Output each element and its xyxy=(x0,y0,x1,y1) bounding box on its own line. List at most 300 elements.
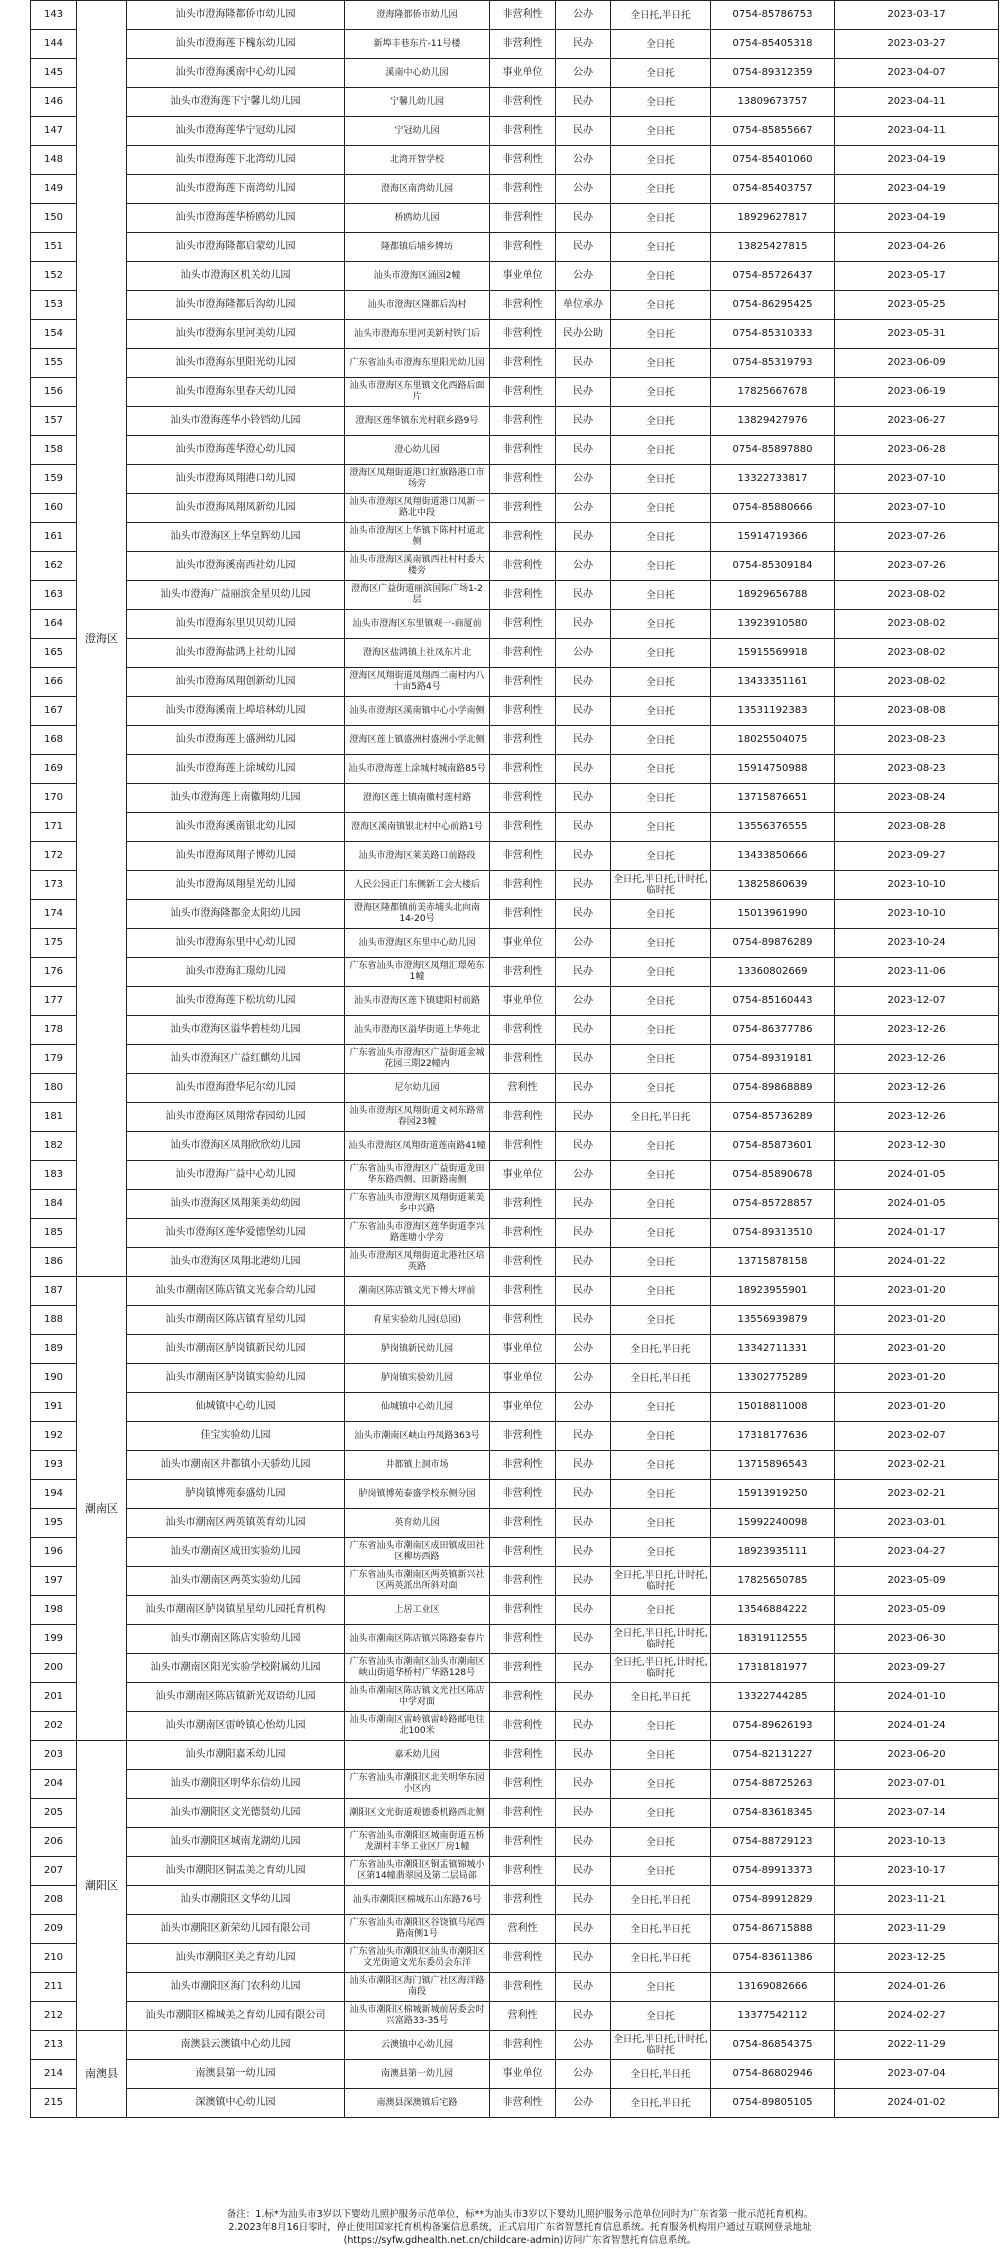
table-row xyxy=(31,900,999,929)
ownership-nature-cell: 公办 xyxy=(556,1161,611,1190)
row-number-cell: 172 xyxy=(31,842,77,871)
registration-date-cell: 2023-06-09 xyxy=(835,349,999,378)
address-cell: 澄心幼儿园 xyxy=(345,436,490,465)
registration-date-cell: 2023-10-17 xyxy=(835,1857,999,1886)
row-number-cell: 164 xyxy=(31,610,77,639)
phone-number-cell: 0754-85160443 xyxy=(711,987,835,1016)
service-type-cell: 全日托 xyxy=(611,1161,711,1190)
phone-number-cell: 15992240098 xyxy=(711,1509,835,1538)
address-cell: 尼尔幼儿园 xyxy=(345,1074,490,1103)
ownership-nature-cell: 民办 xyxy=(556,349,611,378)
ownership-nature-cell: 民办 xyxy=(556,1799,611,1828)
service-type-cell: 全日托 xyxy=(611,494,711,523)
district-cell: 澄海区 xyxy=(77,1,127,1277)
operation-type-cell: 非营利性 xyxy=(490,465,556,494)
kindergarten-name-cell: 汕头市澄海溪南上埠培林幼儿园 xyxy=(127,697,345,726)
service-type-cell: 全日托 xyxy=(611,1422,711,1451)
operation-type-cell: 非营利性 xyxy=(490,1509,556,1538)
kindergarten-name-cell: 汕头市潮南区两英实验幼儿园 xyxy=(127,1567,345,1596)
service-type-cell: 全日托 xyxy=(611,697,711,726)
row-number-cell: 167 xyxy=(31,697,77,726)
registration-date-cell: 2023-01-20 xyxy=(835,1306,999,1335)
service-type-cell: 全日托,半日托 xyxy=(611,1364,711,1393)
table-row xyxy=(31,929,999,958)
ownership-nature-cell: 公办 xyxy=(556,262,611,291)
operation-type-cell: 非营利性 xyxy=(490,1683,556,1712)
service-type-cell: 全日托 xyxy=(611,233,711,262)
row-number-cell: 163 xyxy=(31,581,77,610)
table-row xyxy=(31,1248,999,1277)
operation-type-cell: 非营利性 xyxy=(490,1770,556,1799)
row-number-cell: 195 xyxy=(31,1509,77,1538)
row-number-cell: 215 xyxy=(31,2089,77,2118)
operation-type-cell: 事业单位 xyxy=(490,59,556,88)
row-number-cell: 200 xyxy=(31,1654,77,1683)
kindergarten-name-cell: 汕头市澄海东里贝贝幼儿园 xyxy=(127,610,345,639)
registration-date-cell: 2023-07-14 xyxy=(835,1799,999,1828)
registration-date-cell: 2023-12-30 xyxy=(835,1132,999,1161)
phone-number-cell: 0754-85728857 xyxy=(711,1190,835,1219)
phone-number-cell: 15914719366 xyxy=(711,523,835,552)
operation-type-cell: 非营利性 xyxy=(490,291,556,320)
row-number-cell: 155 xyxy=(31,349,77,378)
kindergarten-name-cell: 汕头市澄海区凤翔常春园幼儿园 xyxy=(127,1103,345,1132)
footnote-line-3: (https://syfw.gdhealth.net.cn/childcare-admin)访问广东省智慧托育信息系统。 xyxy=(343,2235,697,2246)
ownership-nature-cell: 民办 xyxy=(556,1567,611,1596)
kindergarten-name-cell: 汕头市澄海区机关幼儿园 xyxy=(127,262,345,291)
ownership-nature-cell: 民办 xyxy=(556,1538,611,1567)
registration-date-cell: 2023-05-31 xyxy=(835,320,999,349)
service-type-cell: 全日托 xyxy=(611,117,711,146)
registration-date-cell: 2023-10-10 xyxy=(835,900,999,929)
address-cell: 胪岗镇实验幼儿园 xyxy=(345,1364,490,1393)
table-row xyxy=(31,59,999,88)
service-type-cell: 全日托,半日托,计时托,临时托 xyxy=(611,1567,711,1596)
registration-date-cell: 2023-02-21 xyxy=(835,1451,999,1480)
operation-type-cell: 非营利性 xyxy=(490,407,556,436)
ownership-nature-cell: 民办 xyxy=(556,1770,611,1799)
address-cell: 广东省汕头市澄海区广益街道金城花园三期22幢内 xyxy=(345,1045,490,1074)
table-row xyxy=(31,871,999,900)
address-cell: 仙城镇中心幼儿园 xyxy=(345,1393,490,1422)
phone-number-cell: 0754-85403757 xyxy=(711,175,835,204)
table-row xyxy=(31,1103,999,1132)
phone-number-cell: 13433850666 xyxy=(711,842,835,871)
phone-number-cell: 0754-89913373 xyxy=(711,1857,835,1886)
operation-type-cell: 非营利性 xyxy=(490,146,556,175)
ownership-nature-cell: 民办 xyxy=(556,1712,611,1741)
kindergarten-name-cell: 汕头市潮阳区铜盂美之育幼儿园 xyxy=(127,1857,345,1886)
ownership-nature-cell: 民办 xyxy=(556,581,611,610)
service-type-cell: 全日托 xyxy=(611,349,711,378)
kindergarten-name-cell: 仙城镇中心幼儿园 xyxy=(127,1393,345,1422)
table-row xyxy=(31,407,999,436)
registration-date-cell: 2024-02-27 xyxy=(835,2002,999,2031)
ownership-nature-cell: 民办 xyxy=(556,1480,611,1509)
phone-number-cell: 0754-89626193 xyxy=(711,1712,835,1741)
registration-date-cell: 2022-11-29 xyxy=(835,2031,999,2060)
ownership-nature-cell: 民办 xyxy=(556,1248,611,1277)
row-number-cell: 158 xyxy=(31,436,77,465)
phone-number-cell: 0754-89312359 xyxy=(711,59,835,88)
childcare-registry-table xyxy=(30,0,999,2118)
table-row xyxy=(31,1393,999,1422)
address-cell: 澄海区凤翔街道港口红旗路港口市场旁 xyxy=(345,465,490,494)
registration-date-cell: 2023-04-27 xyxy=(835,1538,999,1567)
phone-number-cell: 13556939879 xyxy=(711,1306,835,1335)
operation-type-cell: 非营利性 xyxy=(490,697,556,726)
table-row xyxy=(31,2002,999,2031)
table-row xyxy=(31,668,999,697)
address-cell: 汕头市澄海莲上涂城村城南路85号 xyxy=(345,755,490,784)
footnotes xyxy=(60,2208,980,2247)
phone-number-cell: 13531192383 xyxy=(711,697,835,726)
table-row xyxy=(31,1712,999,1741)
registration-date-cell: 2023-08-02 xyxy=(835,639,999,668)
kindergarten-name-cell: 汕头市澄海区广益红麒幼儿园 xyxy=(127,1045,345,1074)
kindergarten-name-cell: 汕头市潮南区陈店镇新光双语幼儿园 xyxy=(127,1683,345,1712)
table-row xyxy=(31,813,999,842)
phone-number-cell: 0754-85786753 xyxy=(711,1,835,30)
address-cell: 澄海区隆都镇前美赤埔头北向南14-20号 xyxy=(345,900,490,929)
address-cell: 广东省汕头市潮阳区汕头市潮阳区文光街道文光东委员会东洋 xyxy=(345,1944,490,1973)
service-type-cell: 全日托 xyxy=(611,755,711,784)
phone-number-cell: 18923935111 xyxy=(711,1538,835,1567)
phone-number-cell: 13825427815 xyxy=(711,233,835,262)
table-row xyxy=(31,1944,999,1973)
phone-number-cell: 0754-89319181 xyxy=(711,1045,835,1074)
ownership-nature-cell: 民办 xyxy=(556,523,611,552)
row-number-cell: 180 xyxy=(31,1074,77,1103)
kindergarten-name-cell: 汕头市澄海盐鸿上社幼儿园 xyxy=(127,639,345,668)
kindergarten-name-cell: 汕头市潮阳区棉城美之育幼儿园有限公司 xyxy=(127,2002,345,2031)
phone-number-cell: 0754-89313510 xyxy=(711,1219,835,1248)
ownership-nature-cell: 民办 xyxy=(556,1016,611,1045)
phone-number-cell: 15913919250 xyxy=(711,1480,835,1509)
ownership-nature-cell: 公办 xyxy=(556,552,611,581)
operation-type-cell: 非营利性 xyxy=(490,2089,556,2118)
address-cell: 汕头市潮南区陈店镇兴陈路泰春片 xyxy=(345,1625,490,1654)
service-type-cell: 全日托 xyxy=(611,1509,711,1538)
phone-number-cell: 0754-83611386 xyxy=(711,1944,835,1973)
ownership-nature-cell: 民办 xyxy=(556,117,611,146)
service-type-cell: 全日托 xyxy=(611,813,711,842)
phone-number-cell: 0754-83618345 xyxy=(711,1799,835,1828)
kindergarten-name-cell: 汕头市澄海莲上涂城幼儿园 xyxy=(127,755,345,784)
row-number-cell: 165 xyxy=(31,639,77,668)
registration-date-cell: 2023-08-02 xyxy=(835,610,999,639)
ownership-nature-cell: 民办 xyxy=(556,755,611,784)
row-number-cell: 194 xyxy=(31,1480,77,1509)
operation-type-cell: 非营利性 xyxy=(490,784,556,813)
operation-type-cell: 非营利性 xyxy=(490,1190,556,1219)
registration-date-cell: 2023-04-07 xyxy=(835,59,999,88)
phone-number-cell: 13342711331 xyxy=(711,1335,835,1364)
registration-date-cell: 2023-10-13 xyxy=(835,1828,999,1857)
table-row xyxy=(31,958,999,987)
phone-number-cell: 0754-85319793 xyxy=(711,349,835,378)
registration-date-cell: 2023-11-21 xyxy=(835,1886,999,1915)
operation-type-cell: 非营利性 xyxy=(490,1799,556,1828)
address-cell: 汕头市澄海区隆都后沟村 xyxy=(345,291,490,320)
district-cell: 南澳县 xyxy=(77,2031,127,2118)
ownership-nature-cell: 民办 xyxy=(556,1045,611,1074)
row-number-cell: 188 xyxy=(31,1306,77,1335)
row-number-cell: 202 xyxy=(31,1712,77,1741)
ownership-nature-cell: 公办 xyxy=(556,1393,611,1422)
row-number-cell: 148 xyxy=(31,146,77,175)
operation-type-cell: 非营利性 xyxy=(490,871,556,900)
service-type-cell: 全日托,半日托 xyxy=(611,2060,711,2089)
kindergarten-name-cell: 汕头市澄海区莲华爱德堡幼儿园 xyxy=(127,1219,345,1248)
registration-date-cell: 2023-01-20 xyxy=(835,1393,999,1422)
table-row xyxy=(31,494,999,523)
registration-date-cell: 2023-01-20 xyxy=(835,1277,999,1306)
operation-type-cell: 事业单位 xyxy=(490,1161,556,1190)
operation-type-cell: 非营利性 xyxy=(490,494,556,523)
address-cell: 汕头市澄海区东里中心幼儿园 xyxy=(345,929,490,958)
address-cell: 汕头市澄海区莱美路口前路段 xyxy=(345,842,490,871)
operation-type-cell: 非营利性 xyxy=(490,1654,556,1683)
operation-type-cell: 非营利性 xyxy=(490,813,556,842)
row-number-cell: 204 xyxy=(31,1770,77,1799)
operation-type-cell: 非营利性 xyxy=(490,175,556,204)
row-number-cell: 174 xyxy=(31,900,77,929)
operation-type-cell: 非营利性 xyxy=(490,1625,556,1654)
service-type-cell: 全日托,半日托,计时托,临时托 xyxy=(611,1625,711,1654)
registration-date-cell: 2023-08-08 xyxy=(835,697,999,726)
phone-number-cell: 17825650785 xyxy=(711,1567,835,1596)
kindergarten-name-cell: 汕头市潮南区陈店镇育星幼儿园 xyxy=(127,1306,345,1335)
address-cell: 广东省汕头市潮阳区铜盂镇锦城小区第14幢翡翠园及第二层局部 xyxy=(345,1857,490,1886)
registration-date-cell: 2023-10-10 xyxy=(835,871,999,900)
kindergarten-name-cell: 汕头市澄海莲上南徽翔幼儿园 xyxy=(127,784,345,813)
kindergarten-name-cell: 汕头市澄海凤翔子博幼儿园 xyxy=(127,842,345,871)
kindergarten-name-cell: 汕头市澄海东里春天幼儿园 xyxy=(127,378,345,407)
service-type-cell: 全日托 xyxy=(611,958,711,987)
row-number-cell: 185 xyxy=(31,1219,77,1248)
table-row xyxy=(31,233,999,262)
service-type-cell: 全日托,半日托 xyxy=(611,2089,711,2118)
table-row xyxy=(31,378,999,407)
registration-date-cell: 2024-01-22 xyxy=(835,1248,999,1277)
kindergarten-name-cell: 汕头市澄海东里河美幼儿园 xyxy=(127,320,345,349)
operation-type-cell: 非营利性 xyxy=(490,842,556,871)
kindergarten-name-cell: 汕头市潮南区井都镇小天骄幼儿园 xyxy=(127,1451,345,1480)
phone-number-cell: 0754-85405318 xyxy=(711,30,835,59)
phone-number-cell: 15013961990 xyxy=(711,900,835,929)
ownership-nature-cell: 民办 xyxy=(556,88,611,117)
row-number-cell: 156 xyxy=(31,378,77,407)
address-cell: 潮阳区文光街道观德委机路西北侧 xyxy=(345,1799,490,1828)
address-cell: 广东省汕头市澄海东里阳光幼儿园 xyxy=(345,349,490,378)
table-row xyxy=(31,1654,999,1683)
address-cell: 汕头市澄海区东里镇文化西路后面片 xyxy=(345,378,490,407)
operation-type-cell: 非营利性 xyxy=(490,958,556,987)
address-cell: 广东省汕头市澄海区莲华街道李兴路莲塘小学旁 xyxy=(345,1219,490,1248)
table-row xyxy=(31,88,999,117)
table-row xyxy=(31,1567,999,1596)
kindergarten-name-cell: 汕头市潮南区两英镇英育幼儿园 xyxy=(127,1509,345,1538)
registration-date-cell: 2023-03-17 xyxy=(835,1,999,30)
phone-number-cell: 0754-85309184 xyxy=(711,552,835,581)
kindergarten-name-cell: 汕头市潮南区雷岭镇心怡幼儿园 xyxy=(127,1712,345,1741)
row-number-cell: 149 xyxy=(31,175,77,204)
ownership-nature-cell: 民办 xyxy=(556,900,611,929)
registration-date-cell: 2023-06-19 xyxy=(835,378,999,407)
ownership-nature-cell: 公办 xyxy=(556,175,611,204)
ownership-nature-cell: 民办 xyxy=(556,1509,611,1538)
registration-date-cell: 2024-01-26 xyxy=(835,1973,999,2002)
table-row xyxy=(31,1770,999,1799)
ownership-nature-cell: 民办 xyxy=(556,871,611,900)
service-type-cell: 全日托 xyxy=(611,146,711,175)
row-number-cell: 168 xyxy=(31,726,77,755)
table-row xyxy=(31,1509,999,1538)
address-cell: 嘉禾幼儿园 xyxy=(345,1741,490,1770)
table-row xyxy=(31,552,999,581)
phone-number-cell: 13809673757 xyxy=(711,88,835,117)
phone-number-cell: 18929627817 xyxy=(711,204,835,233)
table-row xyxy=(31,1857,999,1886)
registration-date-cell: 2024-01-05 xyxy=(835,1190,999,1219)
operation-type-cell: 非营利性 xyxy=(490,1045,556,1074)
ownership-nature-cell: 公办 xyxy=(556,465,611,494)
phone-number-cell: 0754-89868889 xyxy=(711,1074,835,1103)
operation-type-cell: 非营利性 xyxy=(490,1538,556,1567)
operation-type-cell: 非营利性 xyxy=(490,436,556,465)
operation-type-cell: 非营利性 xyxy=(490,1712,556,1741)
table-row xyxy=(31,842,999,871)
table-row xyxy=(31,30,999,59)
kindergarten-name-cell: 汕头市澄海区凤翔莱美幼幼园 xyxy=(127,1190,345,1219)
address-cell: 潮南区陈店镇文光下傅大坪前 xyxy=(345,1277,490,1306)
registration-date-cell: 2023-04-11 xyxy=(835,117,999,146)
service-type-cell: 全日托 xyxy=(611,1190,711,1219)
row-number-cell: 161 xyxy=(31,523,77,552)
service-type-cell: 全日托 xyxy=(611,1770,711,1799)
ownership-nature-cell: 公办 xyxy=(556,1,611,30)
service-type-cell: 全日托 xyxy=(611,1857,711,1886)
row-number-cell: 197 xyxy=(31,1567,77,1596)
operation-type-cell: 事业单位 xyxy=(490,1364,556,1393)
registration-date-cell: 2023-07-04 xyxy=(835,2060,999,2089)
table-row xyxy=(31,1,999,30)
registration-date-cell: 2023-05-09 xyxy=(835,1596,999,1625)
service-type-cell: 全日托 xyxy=(611,378,711,407)
row-number-cell: 193 xyxy=(31,1451,77,1480)
table-row xyxy=(31,1045,999,1074)
registration-date-cell: 2023-07-26 xyxy=(835,523,999,552)
phone-number-cell: 13169082666 xyxy=(711,1973,835,2002)
table-row xyxy=(31,1480,999,1509)
kindergarten-name-cell: 汕头市澄海东里阳光幼儿园 xyxy=(127,349,345,378)
service-type-cell: 全日托 xyxy=(611,1828,711,1857)
service-type-cell: 全日托 xyxy=(611,1712,711,1741)
ownership-nature-cell: 民办 xyxy=(556,1683,611,1712)
kindergarten-name-cell: 汕头市澄海区溢华碧桂幼儿园 xyxy=(127,1016,345,1045)
phone-number-cell: 0754-85855667 xyxy=(711,117,835,146)
operation-type-cell: 非营利性 xyxy=(490,552,556,581)
table-row xyxy=(31,2031,999,2060)
operation-type-cell: 非营利性 xyxy=(490,204,556,233)
kindergarten-name-cell: 汕头市澄海莲下宁馨儿幼儿园 xyxy=(127,88,345,117)
service-type-cell: 全日托 xyxy=(611,1219,711,1248)
row-number-cell: 162 xyxy=(31,552,77,581)
kindergarten-name-cell: 汕头市澄海隆都侨市幼儿园 xyxy=(127,1,345,30)
row-number-cell: 169 xyxy=(31,755,77,784)
table-row xyxy=(31,1538,999,1567)
address-cell: 汕头市澄海区凤翔街道港口凤新一路北中段 xyxy=(345,494,490,523)
registration-date-cell: 2023-03-01 xyxy=(835,1509,999,1538)
table-row xyxy=(31,175,999,204)
row-number-cell: 159 xyxy=(31,465,77,494)
address-cell: 云澳镇中心幼儿园 xyxy=(345,2031,490,2060)
row-number-cell: 154 xyxy=(31,320,77,349)
phone-number-cell: 0754-89805105 xyxy=(711,2089,835,2118)
kindergarten-name-cell: 汕头市澄海莲华桥鸥幼儿园 xyxy=(127,204,345,233)
phone-number-cell: 13360802669 xyxy=(711,958,835,987)
phone-number-cell: 15018811008 xyxy=(711,1393,835,1422)
service-type-cell: 全日托 xyxy=(611,552,711,581)
ownership-nature-cell: 民办 xyxy=(556,436,611,465)
service-type-cell: 全日托 xyxy=(611,1277,711,1306)
phone-number-cell: 0754-85726437 xyxy=(711,262,835,291)
row-number-cell: 187 xyxy=(31,1277,77,1306)
registration-date-cell: 2023-12-26 xyxy=(835,1045,999,1074)
kindergarten-name-cell: 汕头市潮阳区美之育幼儿园 xyxy=(127,1944,345,1973)
row-number-cell: 157 xyxy=(31,407,77,436)
service-type-cell: 全日托,半日托,计时托,临时托 xyxy=(611,2031,711,2060)
kindergarten-name-cell: 汕头市潮南区陈店镇文光泰合幼儿园 xyxy=(127,1277,345,1306)
registration-date-cell: 2023-07-01 xyxy=(835,1770,999,1799)
ownership-nature-cell: 民办 xyxy=(556,1741,611,1770)
kindergarten-name-cell: 汕头市澄海隆都金太阳幼儿园 xyxy=(127,900,345,929)
ownership-nature-cell: 公办 xyxy=(556,929,611,958)
table-row xyxy=(31,1306,999,1335)
row-number-cell: 146 xyxy=(31,88,77,117)
phone-number-cell: 0754-86854375 xyxy=(711,2031,835,2060)
address-cell: 汕头市潮阳区棉城东山东路76号 xyxy=(345,1886,490,1915)
phone-number-cell: 0754-85873601 xyxy=(711,1132,835,1161)
kindergarten-name-cell: 汕头市澄海区凤翔欣欣幼儿园 xyxy=(127,1132,345,1161)
ownership-nature-cell: 民办 xyxy=(556,1074,611,1103)
table-row xyxy=(31,1277,999,1306)
row-number-cell: 175 xyxy=(31,929,77,958)
phone-number-cell: 13377542112 xyxy=(711,2002,835,2031)
registration-date-cell: 2023-06-28 xyxy=(835,436,999,465)
ownership-nature-cell: 公办 xyxy=(556,59,611,88)
address-cell: 澄海区盐鸿镇上社凤东片北 xyxy=(345,639,490,668)
kindergarten-name-cell: 汕头市澄海凤翔凤新幼儿园 xyxy=(127,494,345,523)
ownership-nature-cell: 民办 xyxy=(556,1306,611,1335)
service-type-cell: 全日托,半日托 xyxy=(611,1,711,30)
ownership-nature-cell: 民办 xyxy=(556,1422,611,1451)
row-number-cell: 152 xyxy=(31,262,77,291)
address-cell: 汕头市潮阳区棉城新城前居委会时兴富路33-35号 xyxy=(345,2002,490,2031)
address-cell: 胪岗镇博苑泰盛学校东侧分园 xyxy=(345,1480,490,1509)
address-cell: 广东省汕头市潮南区两英镇新兴社区两英派出所斜对面 xyxy=(345,1567,490,1596)
kindergarten-name-cell: 汕头市澄海溪南银北幼儿园 xyxy=(127,813,345,842)
row-number-cell: 209 xyxy=(31,1915,77,1944)
phone-number-cell: 13715896543 xyxy=(711,1451,835,1480)
address-cell: 南澳县深澳镇后宅路 xyxy=(345,2089,490,2118)
ownership-nature-cell: 民办 xyxy=(556,813,611,842)
registration-date-cell: 2023-08-02 xyxy=(835,668,999,697)
registration-date-cell: 2023-08-23 xyxy=(835,726,999,755)
phone-number-cell: 18319112555 xyxy=(711,1625,835,1654)
operation-type-cell: 非营利性 xyxy=(490,1248,556,1277)
